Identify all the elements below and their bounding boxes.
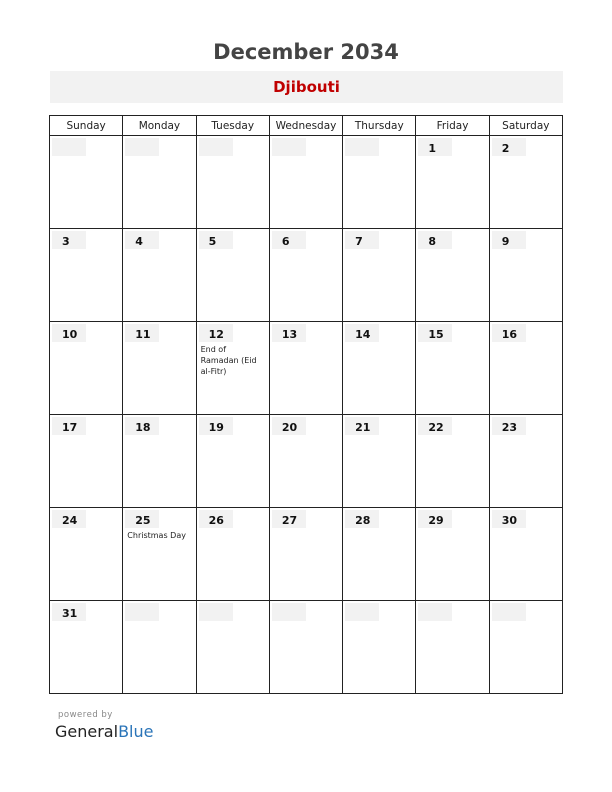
day-number: 4	[135, 235, 143, 248]
day-cell	[343, 229, 416, 322]
day-cell	[50, 229, 123, 322]
day-number-box	[125, 417, 159, 435]
day-number-box	[199, 231, 233, 249]
day-number: 13	[281, 328, 298, 341]
week-row	[50, 322, 563, 415]
day-number-box	[272, 417, 306, 435]
holiday-label: Christmas Day	[127, 531, 186, 540]
day-number-box	[345, 231, 379, 249]
day-number-box	[418, 324, 452, 342]
day-cell	[343, 508, 416, 601]
day-cell	[123, 508, 196, 601]
day-number-box	[199, 603, 233, 621]
day-number: 16	[501, 328, 517, 341]
day-number-box	[492, 138, 526, 156]
day-cell	[196, 415, 269, 508]
day-number: 24	[62, 514, 78, 527]
week-row	[50, 601, 563, 694]
day-number-box	[199, 417, 233, 435]
weekday-header: Tuesday	[196, 116, 269, 136]
day-number-box	[125, 603, 159, 621]
day-number-box	[492, 603, 526, 621]
day-number: 27	[281, 514, 298, 527]
weekday-header: Wednesday	[269, 116, 342, 136]
day-cell	[269, 136, 342, 229]
day-number-box	[345, 138, 379, 156]
brand-logo	[55, 722, 153, 741]
day-number-box	[199, 324, 233, 342]
day-cell	[489, 322, 562, 415]
day-cell	[343, 136, 416, 229]
day-cell	[489, 415, 562, 508]
day-number-box	[272, 231, 306, 249]
day-number-box	[345, 417, 379, 435]
day-number-box	[492, 324, 526, 342]
day-number: 12	[208, 328, 224, 341]
day-number-box	[418, 417, 452, 435]
day-cell	[269, 601, 342, 694]
day-cell	[416, 229, 489, 322]
calendar-grid	[49, 115, 563, 694]
weekday-header: Friday	[416, 116, 489, 136]
country-banner	[50, 71, 563, 103]
day-number-box	[199, 510, 233, 528]
day-cell	[416, 508, 489, 601]
day-cell	[489, 229, 562, 322]
day-cell	[269, 415, 342, 508]
day-number-box	[52, 138, 86, 156]
day-number-box	[272, 603, 306, 621]
powered-by-label: powered by	[58, 710, 113, 720]
week-row	[50, 508, 563, 601]
day-number-box	[492, 231, 526, 249]
day-cell	[123, 415, 196, 508]
day-number-box	[272, 510, 306, 528]
week-row	[50, 136, 563, 229]
day-number-box	[52, 324, 86, 342]
day-number-box	[345, 510, 379, 528]
day-number-box	[52, 231, 86, 249]
day-number-box	[52, 417, 86, 435]
day-number-box	[272, 138, 306, 156]
weekday-header: Thursday	[343, 116, 416, 136]
country-name: Djibouti	[273, 78, 340, 96]
day-cell	[50, 508, 123, 601]
day-number: 30	[501, 514, 517, 527]
day-cell	[343, 415, 416, 508]
day-number-box	[272, 324, 306, 342]
day-number-box	[125, 510, 159, 528]
weekday-header: Sunday	[50, 116, 123, 136]
day-number-box	[418, 138, 452, 156]
day-cell	[123, 136, 196, 229]
day-number: 31	[62, 607, 78, 620]
day-number: 19	[208, 421, 224, 434]
day-cell	[196, 229, 269, 322]
day-number: 5	[208, 235, 217, 248]
day-number-box	[418, 603, 452, 621]
day-number-box	[492, 417, 526, 435]
day-cell	[50, 136, 123, 229]
day-number-box	[345, 324, 379, 342]
day-cell	[123, 322, 196, 415]
day-number-box	[418, 231, 452, 249]
day-number: 29	[428, 514, 444, 527]
day-cell	[196, 508, 269, 601]
day-number-box	[418, 510, 452, 528]
day-number: 6	[281, 235, 290, 248]
weekday-header: Monday	[123, 116, 196, 136]
day-number: 15	[428, 328, 444, 341]
day-cell	[489, 601, 562, 694]
day-number: 22	[428, 421, 444, 434]
day-cell	[269, 508, 342, 601]
calendar-title: December 2034	[213, 40, 399, 64]
day-number: 3	[62, 235, 70, 248]
day-cell	[416, 415, 489, 508]
day-number: 17	[62, 421, 78, 434]
day-cell	[343, 601, 416, 694]
day-number: 11	[135, 328, 151, 341]
day-number-box	[125, 324, 159, 342]
day-number: 7	[355, 235, 363, 248]
day-number: 2	[501, 142, 510, 155]
day-cell	[489, 136, 562, 229]
day-number: 10	[62, 328, 78, 341]
day-number: 14	[355, 328, 371, 341]
day-number-box	[345, 603, 379, 621]
day-number-box	[492, 510, 526, 528]
day-cell	[123, 229, 196, 322]
week-row	[50, 415, 563, 508]
day-number-box	[125, 231, 159, 249]
day-number-box	[199, 138, 233, 156]
day-cell	[416, 601, 489, 694]
weekday-header: Saturday	[489, 116, 562, 136]
day-number-box	[52, 510, 86, 528]
day-cell	[416, 322, 489, 415]
day-number: 26	[208, 514, 224, 527]
day-cell	[196, 322, 269, 415]
day-number-box	[125, 138, 159, 156]
day-cell	[50, 322, 123, 415]
brand-blue: Blue	[118, 722, 154, 741]
day-cell	[196, 136, 269, 229]
day-number: 21	[355, 421, 371, 434]
day-number: 28	[355, 514, 371, 527]
day-number: 1	[428, 142, 437, 155]
day-cell	[269, 322, 342, 415]
day-cell	[416, 136, 489, 229]
day-cell	[123, 601, 196, 694]
brand-general: General	[55, 722, 119, 741]
day-number: 23	[501, 421, 517, 434]
day-number-box	[52, 603, 86, 621]
day-number: 18	[135, 421, 151, 434]
week-row	[50, 229, 563, 322]
day-number: 9	[501, 235, 510, 248]
day-cell	[489, 508, 562, 601]
day-cell	[343, 322, 416, 415]
day-number: 8	[428, 235, 437, 248]
day-number: 20	[281, 421, 298, 434]
weekday-header-row	[50, 116, 563, 136]
holiday-label: End of Ramadan (Eid al-Fitr)	[200, 345, 257, 376]
day-number: 25	[135, 514, 151, 527]
day-cell	[50, 415, 123, 508]
day-cell	[196, 601, 269, 694]
day-cell	[50, 601, 123, 694]
day-cell	[269, 229, 342, 322]
